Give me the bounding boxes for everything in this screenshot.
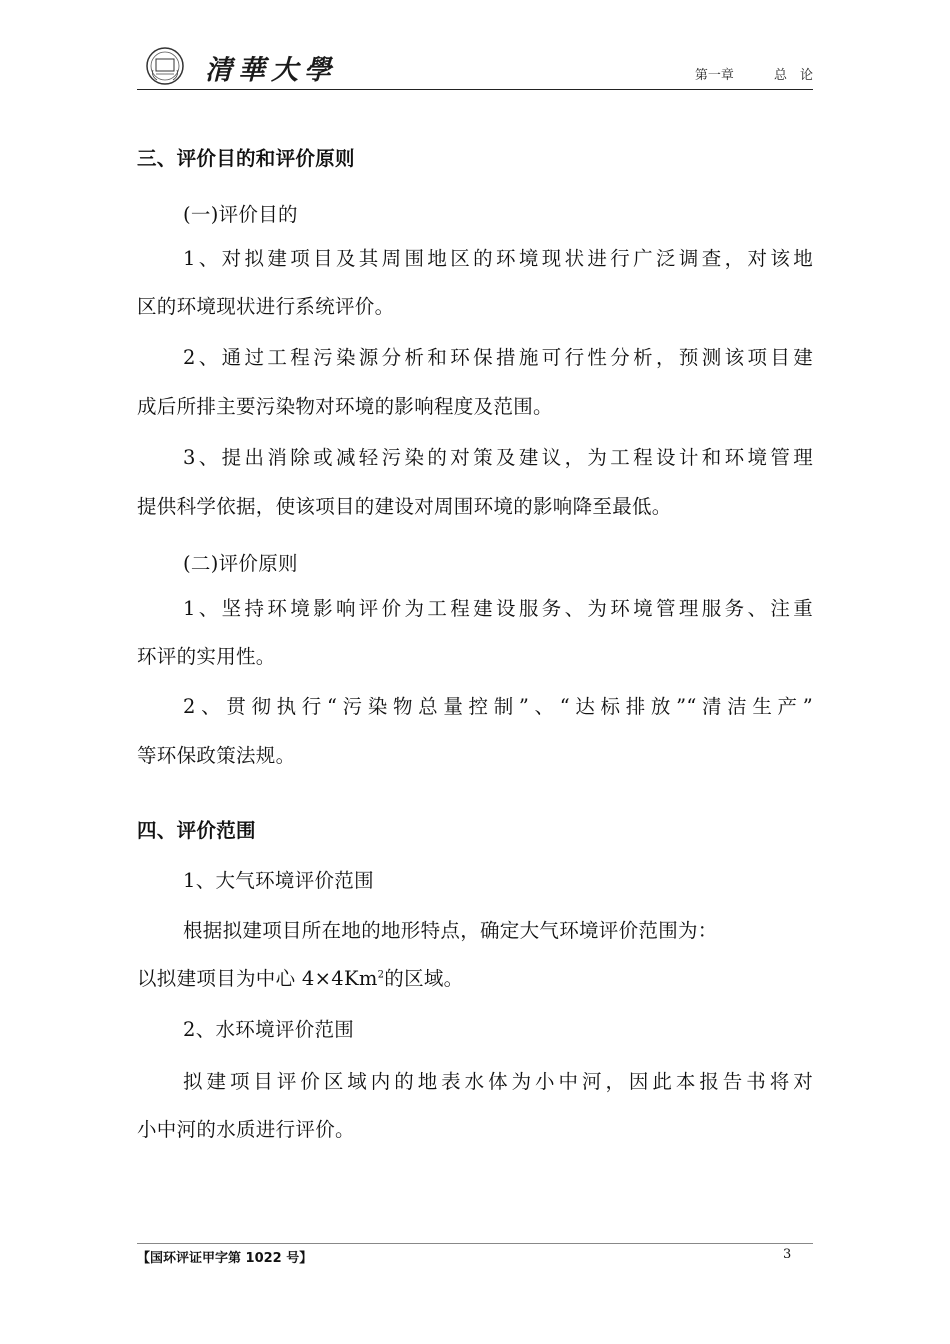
section-4-heading: 四、评价范围 <box>137 819 256 842</box>
subsection-4-2-heading: 2、水环境评价范围 <box>183 1018 355 1041</box>
text-fragment: 的区域。 <box>384 967 464 990</box>
paragraph-line: 拟建项目评价区域内的地表水体为小中河，因此本报告书将对 <box>183 1070 813 1093</box>
certificate-number: 【国环评证甲字第 1022 号】 <box>137 1251 313 1266</box>
subsection-3-1-heading: (一)评价目的 <box>183 203 298 226</box>
paragraph-line: 根据拟建项目所在地的地形特点，确定大气环境评价范围为： <box>183 919 718 942</box>
paragraph-line: 区的环境现状进行系统评价。 <box>137 295 395 318</box>
paragraph-line: 2、通过工程污染源分析和环保措施可行性分析，预测该项目建 <box>183 346 813 369</box>
subsection-3-2-heading: (二)评价原则 <box>183 552 298 575</box>
paragraph-line: 成后所排主要污染物对环境的影响程度及范围。 <box>137 395 553 418</box>
paragraph-line: 1、对拟建项目及其周围地区的环境现状进行广泛调查，对该地 <box>183 247 813 270</box>
paragraph-line: 提供科学依据，使该项目的建设对周围环境的影响降至最低。 <box>137 495 672 518</box>
page-number: 3 <box>783 1247 792 1262</box>
paragraph-line: 小中河的水质进行评价。 <box>137 1118 355 1141</box>
text-fragment: 以拟建项目为中心 4×4Km <box>137 967 378 990</box>
university-seal-icon <box>145 46 185 86</box>
paragraph-line <box>137 966 463 992</box>
section-3-heading: 三、评价目的和评价原则 <box>137 147 355 170</box>
paragraph-line: 2、贯彻执行“污染物总量控制”、“达标排放”“清洁生产” <box>183 695 813 718</box>
paragraph-line: 3、提出消除或减轻污染的对策及建议，为工程设计和环境管理 <box>183 446 813 469</box>
page-header <box>137 42 813 92</box>
superscript: 2 <box>377 969 385 981</box>
chapter-number: 第一章 <box>694 68 734 83</box>
header-divider <box>137 89 813 90</box>
paragraph-line: 1、坚持环境影响评价为工程建设服务、为环境管理服务、注重 <box>183 597 813 620</box>
subsection-4-1-heading: 1、大气环境评价范围 <box>183 869 374 892</box>
chapter-title: 总 论 <box>773 68 813 83</box>
header-chapter <box>695 64 813 83</box>
footer-divider <box>137 1243 813 1244</box>
paragraph-line: 等环保政策法规。 <box>137 744 296 767</box>
university-logo-text: 清華大學 <box>205 55 337 86</box>
paragraph-line: 环评的实用性。 <box>137 645 276 668</box>
